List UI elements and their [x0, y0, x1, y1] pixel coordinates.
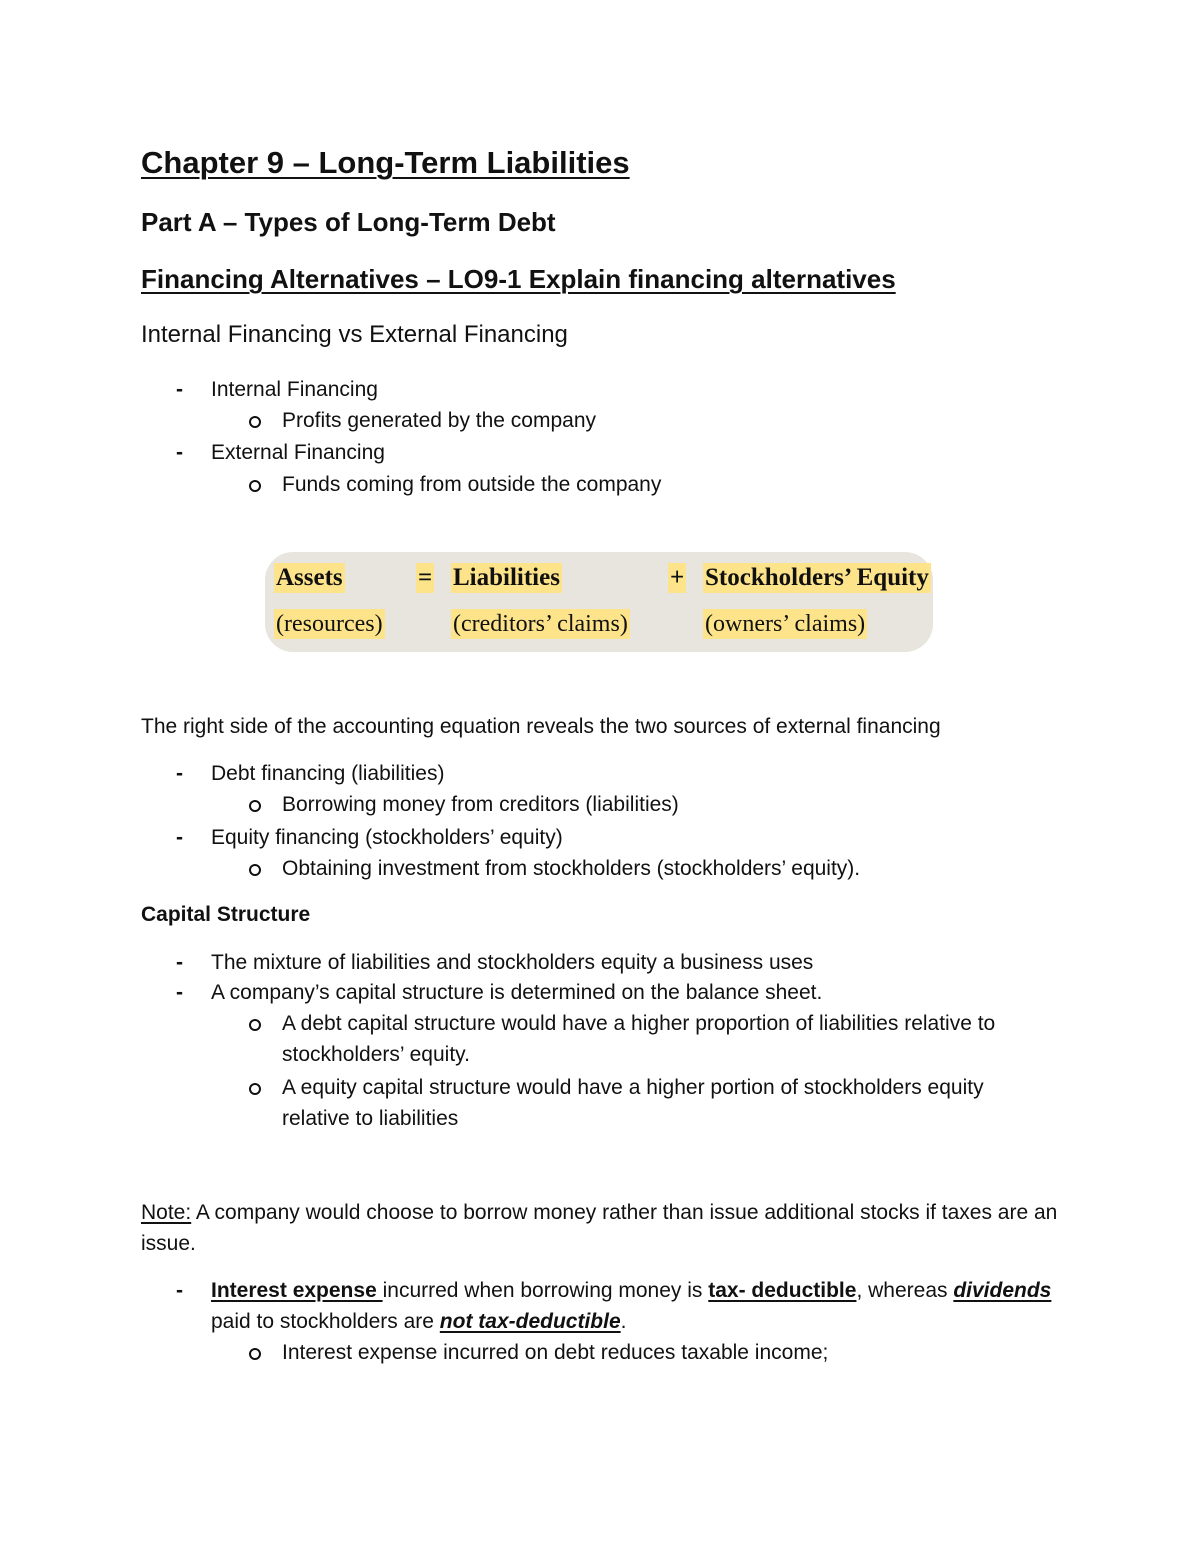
- equation-assets-sub: (resources): [276, 611, 383, 637]
- chapter-title: Chapter 9 – Long-Term Liabilities: [141, 145, 630, 180]
- capital-structure-heading: Capital Structure: [141, 903, 311, 926]
- equation-liabilities: Liabilities: [453, 564, 560, 591]
- interest-line-2: [211, 1306, 626, 1337]
- interest-text: incurred when borrowing money is: [382, 1279, 709, 1302]
- interest-text: .: [620, 1310, 627, 1333]
- section-title: Financing Alternatives – LO9-1 Explain financing alternatives: [141, 264, 896, 294]
- circle-bullet-icon: [249, 480, 261, 492]
- equation-equals: =: [418, 564, 433, 591]
- dash-bullet: -: [176, 1279, 183, 1302]
- dividends-term: dividends: [953, 1279, 1052, 1302]
- dash-bullet: -: [176, 981, 183, 1004]
- subheading: Internal Financing vs External Financing: [141, 321, 568, 348]
- dash-bullet: -: [176, 441, 183, 464]
- circle-bullet-icon: [249, 1083, 261, 1095]
- dash-bullet: -: [176, 951, 183, 974]
- list-item: External Financing: [211, 441, 385, 464]
- list-item: The mixture of liabilities and stockholders equity a business uses: [211, 951, 814, 974]
- circle-bullet-icon: [249, 1348, 261, 1360]
- interest-text: paid to stockholders are: [211, 1310, 440, 1333]
- paragraph: The right side of the accounting equation reveals the two sources of external financing: [141, 715, 941, 738]
- note-text: A company would choose to borrow money rather than issue additional stocks if taxes are an issue.: [141, 1201, 1058, 1255]
- list-subitem: Profits generated by the company: [282, 409, 597, 432]
- list-subitem: A debt capital structure would have a higher proportion of liabilities relative to stockholders’ equity.: [282, 1012, 996, 1066]
- part-title: Part A – Types of Long-Term Debt: [141, 207, 556, 237]
- list-subitem: Funds coming from outside the company: [282, 473, 662, 496]
- equation-plus: +: [670, 564, 685, 591]
- circle-bullet-icon: [249, 416, 261, 428]
- note-paragraph: [141, 1197, 1071, 1259]
- equation-equity: Stockholders’ Equity: [705, 564, 929, 591]
- equation-liabilities-sub: (creditors’ claims): [453, 611, 628, 637]
- note-label: Note:: [141, 1201, 192, 1224]
- list-subitem: Interest expense incurred on debt reduces taxable income;: [282, 1341, 829, 1364]
- not-tax-deductible-term: not tax-deductible: [439, 1310, 621, 1333]
- dash-bullet: -: [176, 826, 183, 849]
- list-item: Internal Financing: [211, 378, 378, 401]
- list-subitem: Borrowing money from creditors (liabilities): [282, 793, 679, 816]
- circle-bullet-icon: [249, 864, 261, 876]
- interest-line-1: [211, 1275, 1051, 1306]
- dash-bullet: -: [176, 378, 183, 401]
- equation-assets: Assets: [276, 564, 343, 591]
- interest-text: , whereas: [856, 1279, 954, 1302]
- circle-bullet-icon: [249, 800, 261, 812]
- list-subitem: Obtaining investment from stockholders (stockholders’ equity).: [282, 857, 861, 880]
- dash-bullet: -: [176, 762, 183, 785]
- interest-term: Interest expense: [211, 1279, 383, 1302]
- list-item: A company’s capital structure is determined on the balance sheet.: [211, 981, 823, 1004]
- list-subitem: A equity capital structure would have a higher portion of stockholders equity relative to liabilities: [282, 1076, 984, 1130]
- list-item: Equity financing (stockholders’ equity): [211, 826, 563, 849]
- list-item: Debt financing (liabilities): [211, 762, 445, 785]
- circle-bullet-icon: [249, 1019, 261, 1031]
- equation-equity-sub: (owners’ claims): [705, 611, 866, 637]
- tax-deductible-term: tax- deductible: [708, 1279, 857, 1302]
